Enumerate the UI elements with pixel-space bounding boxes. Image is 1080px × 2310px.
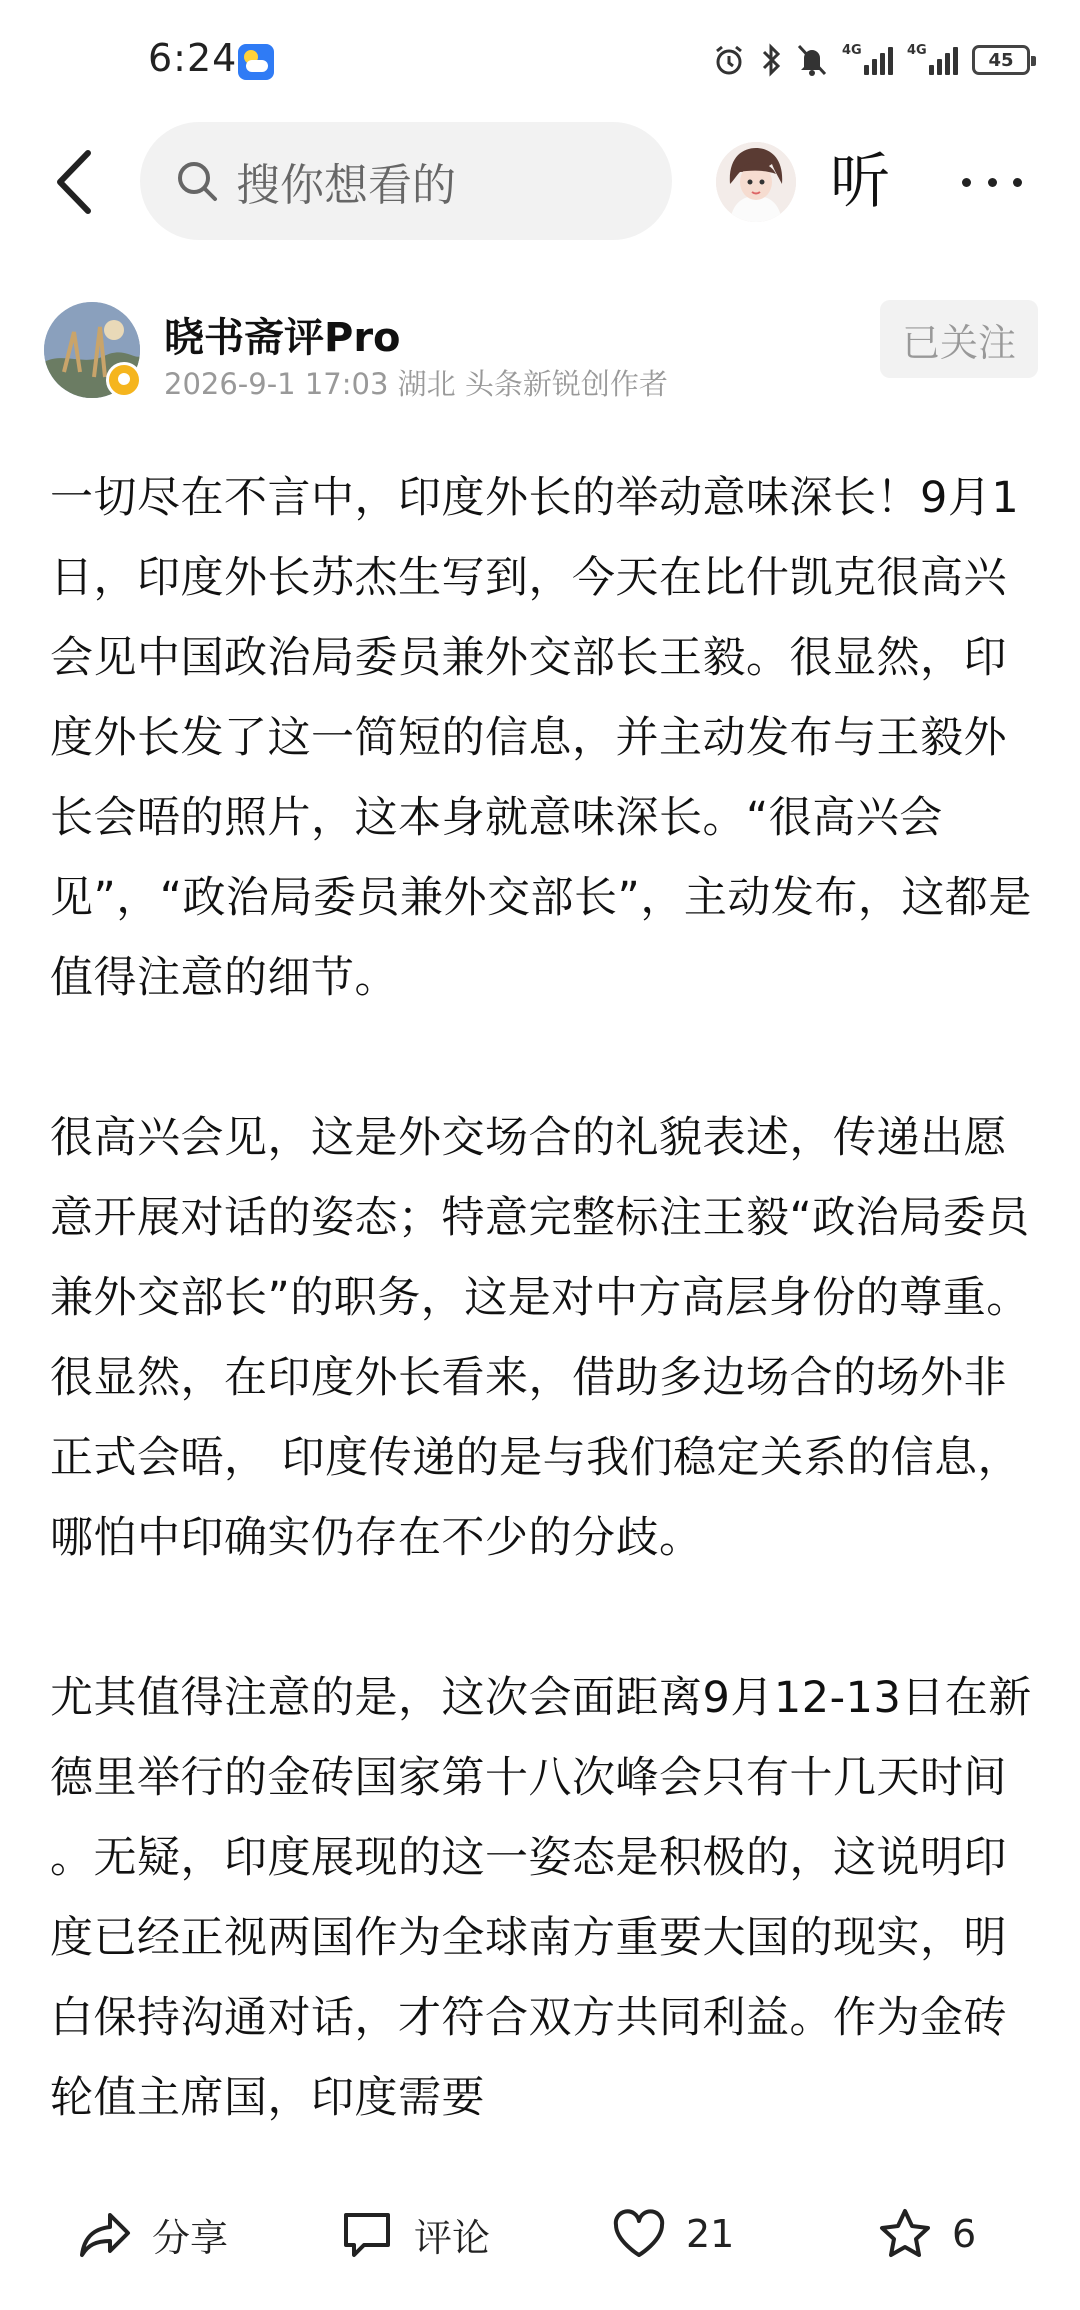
avatar-icon [716,142,796,222]
listen-button[interactable]: 听 [830,147,890,217]
author-name[interactable]: 晓书斋评Pro [164,315,401,361]
more-dot-icon [988,178,997,187]
back-button[interactable] [44,144,104,220]
battery-icon [972,45,1030,75]
cellular-signal-icon: 4G [842,45,893,75]
post-meta: 2026-9-1 17:03 湖北 头条新锐创作者 [164,367,668,401]
more-dot-icon [1013,178,1022,187]
comment-button[interactable] [338,2202,490,2266]
comment-icon [338,2205,396,2263]
author-info [0,292,1080,412]
comment-label: 评论 [414,2215,491,2260]
article-paragraph: 一切尽在不言中，印度外长的举动意味深长！9月1日，印度外长苏杰生写到，今天在比什凯克很高兴会见中国政治局委员兼外交部长王毅。很显然，印度外长发了这一简短的信息，并主动发布与王毅外长会晤的照片，这本身就意味深长。“很高兴会见”，“政治局委员兼外交部长”，主动发布，这都是值得注意的细节。 [50,473,1032,1003]
weather-app-icon [238,44,274,80]
more-options-button[interactable] [952,152,1032,212]
top-navigation [0,122,1080,244]
article-body [50,458,1040,2160]
user-avatar[interactable] [716,142,796,222]
follow-button[interactable]: 已关注 [880,300,1038,378]
heart-icon [610,2205,668,2263]
cellular-signal-icon-2: 4G [907,45,958,75]
favorite-count: 6 [952,2212,977,2256]
chevron-left-icon [54,149,94,215]
like-button[interactable] [610,2202,734,2266]
share-icon [76,2205,134,2263]
bottom-action-bar [0,2180,1080,2310]
star-icon [876,2205,934,2263]
battery-level: 45 [988,49,1014,71]
search-placeholder: 搜你想看的 [236,160,456,211]
more-dot-icon [962,178,971,187]
share-label: 分享 [152,2215,229,2260]
status-icons [712,40,1030,80]
alarm-icon [712,40,746,80]
search-input[interactable] [140,122,672,240]
search-icon [174,158,220,204]
share-button[interactable] [76,2202,228,2266]
status-bar [0,0,1080,120]
creator-badge-icon [106,362,142,398]
like-count: 21 [686,2212,735,2256]
favorite-button[interactable] [876,2202,976,2266]
status-time: 6:24 [148,36,238,80]
article-paragraph: 很高兴会见，这是外交场合的礼貌表述，传递出愿意开展对话的姿态；特意完整标注王毅“政治局委员兼外交部长”的职务，这是对中方高层身份的尊重。很显然，在印度外长看来，借助多边场合的场外非正式会晤， 印度传递的是与我们稳定关系的信息，哪怕中印确实仍存在不少的分歧。 [50,1113,1030,1563]
bluetooth-icon [760,40,782,80]
article-paragraph: 尤其值得注意的是，这次会面距离9月12-13日在新德里举行的金砖国家第十八次峰会只有十几天时间 。无疑，印度展现的这一姿态是积极的，这说明印度已经正视两国作为全球南方重要大国的现实，明白保持沟通对话，才符合双方共同利益。作为金砖轮值主席国，印度需要 [50,1673,1032,2123]
mute-icon [796,40,828,80]
